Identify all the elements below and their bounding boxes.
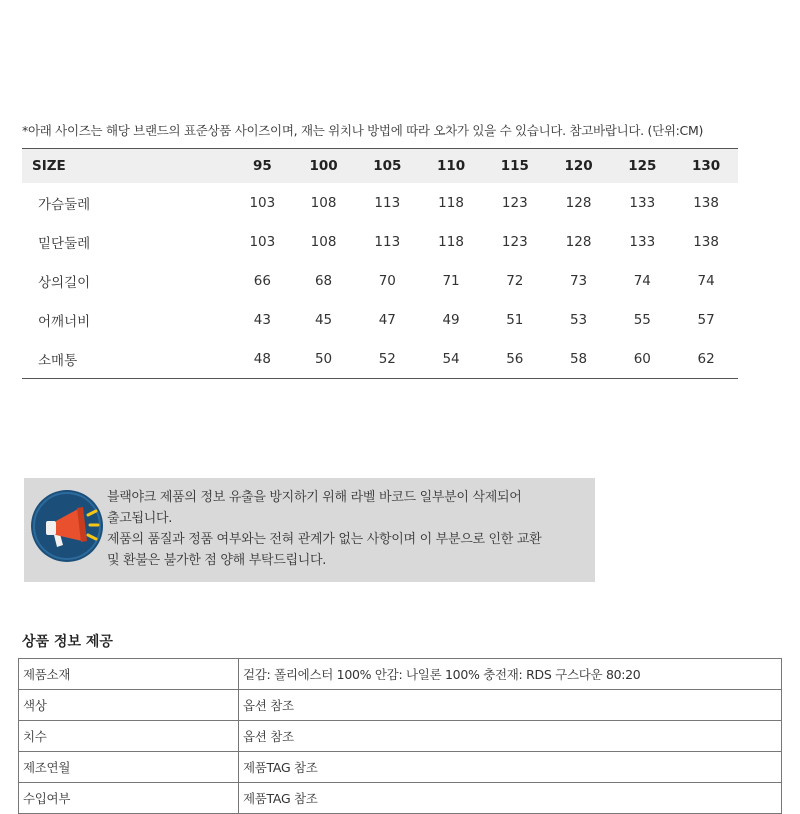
product-info-title: 상품 정보 제공 [22, 634, 113, 650]
measure-value: 138 [693, 233, 719, 250]
size-row [22, 222, 738, 261]
measure-value: 49 [442, 311, 460, 328]
measure-value: 57 [697, 311, 715, 328]
info-label: 제조연월 [19, 752, 239, 783]
barcode-notice-box [24, 478, 595, 582]
measure-value: 43 [253, 311, 271, 328]
info-value: 옵션 참조 [239, 721, 782, 752]
measure-value: 138 [693, 194, 719, 211]
notice-line: 제품의 품질과 정품 여부와는 전혀 관계가 없는 사항이며 이 부분으로 인한 교환 [107, 532, 542, 547]
size-header-cell: 95 [252, 158, 272, 174]
notice-line: 출고됩니다. [107, 511, 173, 526]
measure-value: 123 [501, 233, 528, 250]
measure-value: 113 [374, 194, 401, 211]
measure-value: 71 [442, 272, 460, 289]
size-header-cell: 100 [309, 158, 338, 174]
info-label: 제품소재 [19, 659, 239, 690]
info-row [19, 783, 782, 814]
measure-value: 56 [506, 350, 524, 367]
measure-value: 58 [569, 350, 588, 367]
measure-label: 소매통 [38, 352, 78, 369]
size-row [22, 339, 738, 379]
measure-value: 51 [506, 311, 524, 328]
info-value: 제품TAG 참조 [239, 752, 782, 783]
measure-value: 62 [697, 350, 715, 367]
measure-value: 60 [633, 350, 651, 367]
info-value: 제품TAG 참조 [239, 783, 782, 814]
measure-value: 133 [629, 194, 656, 211]
size-header-cell: 125 [628, 158, 657, 174]
size-row [22, 183, 738, 222]
size-note: *아래 사이즈는 해당 브랜드의 표준상품 사이즈이며, 재는 위치나 방법에 따라 오차가 있을 수 있습니다. 참고바랍니다. (단위:CM) [22, 123, 704, 138]
size-table [22, 148, 738, 379]
measure-value: 128 [565, 194, 592, 211]
size-header-cell: 130 [691, 158, 721, 174]
info-value: 겉감: 폴리에스터 100% 안감: 나일론 100% 충전재: RDS 구스다운 80:20 [239, 659, 782, 690]
measure-value: 108 [310, 194, 337, 211]
size-header-cell: 115 [500, 158, 529, 174]
size-header-cell: 110 [436, 158, 466, 174]
notice-text [107, 487, 587, 571]
measure-value: 118 [438, 233, 464, 250]
size-header-label: SIZE [32, 158, 66, 174]
info-row [19, 752, 782, 783]
measure-value: 103 [249, 194, 276, 211]
measure-value: 55 [633, 311, 651, 328]
measure-label: 가슴둘레 [38, 196, 91, 213]
measure-value: 50 [314, 350, 333, 367]
measure-label: 상의길이 [38, 274, 91, 291]
measure-label: 밑단둘레 [38, 235, 91, 252]
info-row [19, 690, 782, 721]
measure-value: 66 [253, 272, 271, 289]
measure-value: 73 [569, 272, 588, 289]
notice-line: 블랙야크 제품의 정보 유출을 방지하기 위해 라벨 바코드 일부분이 삭제되어 [107, 490, 522, 505]
size-header-cell: 105 [373, 158, 402, 174]
measure-value: 45 [314, 311, 333, 328]
info-label: 색상 [19, 690, 239, 721]
measure-label: 어깨너비 [38, 313, 91, 330]
measure-value: 52 [378, 350, 396, 367]
info-label: 수입여부 [19, 783, 239, 814]
measure-value: 113 [374, 233, 401, 250]
measure-value: 118 [438, 194, 464, 211]
measure-value: 70 [378, 272, 396, 289]
measure-value: 108 [310, 233, 337, 250]
product-info-table [18, 658, 782, 814]
measure-value: 53 [569, 311, 588, 328]
measure-value: 74 [697, 272, 715, 289]
size-header-row [22, 149, 738, 184]
measure-value: 103 [249, 233, 276, 250]
measure-value: 133 [629, 233, 656, 250]
measure-value: 48 [253, 350, 271, 367]
info-row [19, 659, 782, 690]
megaphone-icon [30, 489, 104, 563]
measure-value: 68 [314, 272, 333, 289]
notice-line: 및 환불은 불가한 점 양해 부탁드립니다. [107, 553, 327, 568]
measure-value: 128 [565, 233, 592, 250]
info-value: 옵션 참조 [239, 690, 782, 721]
info-label: 치수 [19, 721, 239, 752]
size-row [22, 300, 738, 339]
size-row [22, 261, 738, 300]
measure-value: 123 [501, 194, 528, 211]
info-row [19, 721, 782, 752]
measure-value: 54 [442, 350, 460, 367]
measure-value: 72 [506, 272, 524, 289]
measure-value: 74 [633, 272, 651, 289]
measure-value: 47 [378, 311, 396, 328]
size-header-cell: 120 [564, 158, 593, 174]
